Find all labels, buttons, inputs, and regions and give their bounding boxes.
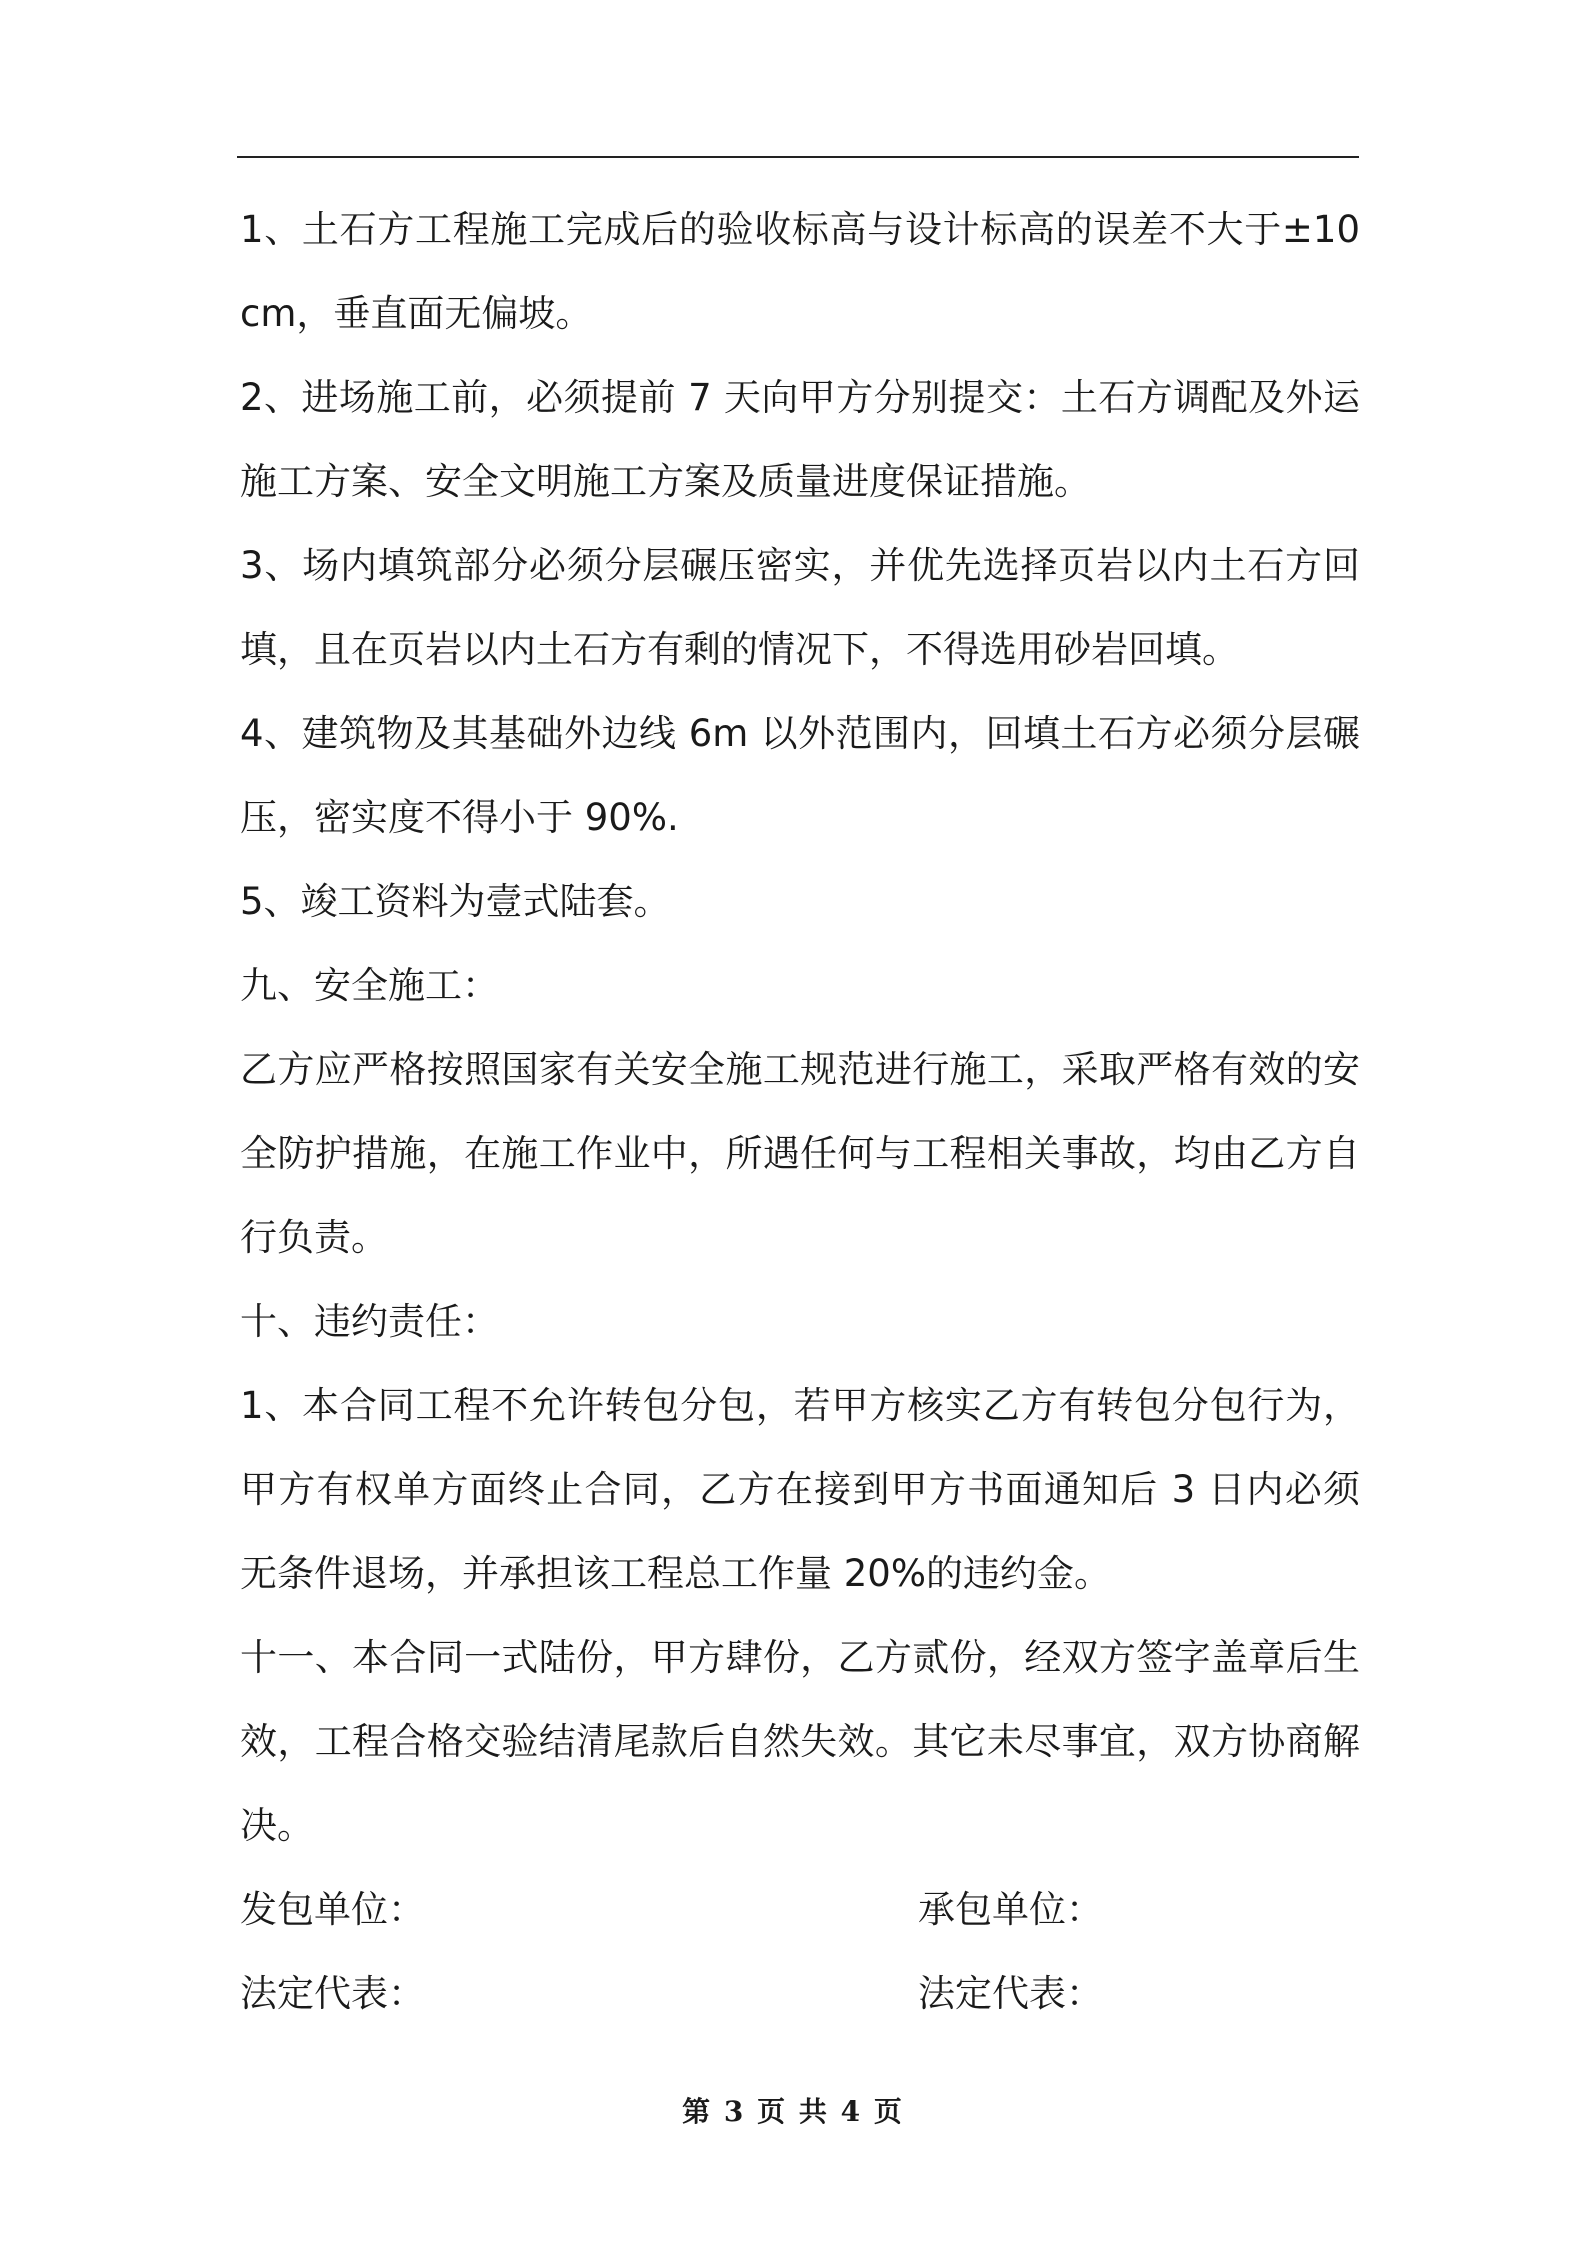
clause-1-elevation-tolerance: 1、土石方工程施工完成后的验收标高与设计标高的误差不大于±10cm，垂直面无偏坡。 xyxy=(240,208,1360,335)
employer-label: 发包单位： xyxy=(240,1888,425,1931)
section-9-heading: 九、安全施工： xyxy=(240,964,499,1007)
section-10-clause-1: 1、本合同工程不允许转包分包，若甲方核实乙方有转包分包行为，甲方有权单方面终止合同，乙方在接到甲方书面通知后 3 日内必须无条件退场，并承担该工程总工作量 20%的违约金。 xyxy=(240,1384,1360,1595)
document-body xyxy=(240,188,1360,2036)
clause-5-completion-documents: 5、竣工资料为壹式陆套。 xyxy=(240,880,671,923)
employer-rep-label: 法定代表： xyxy=(240,1972,425,2015)
contractor-rep-label: 法定代表： xyxy=(918,1972,1103,2015)
section-11-text: 十一、本合同一式陆份，甲方肆份，乙方贰份，经双方签字盖章后生效，工程合格交验结清尾款后自然失效。其它未尽事宜，双方协商解决。 xyxy=(240,1636,1360,1847)
contractor-label: 承包单位： xyxy=(918,1888,1103,1931)
signature-row-representatives xyxy=(240,1952,1360,2036)
clause-3-backfill-compaction: 3、场内填筑部分必须分层碾压密实，并优先选择页岩以内土石方回填，且在页岩以内土石方有剩的情况下，不得选用砂岩回填。 xyxy=(240,544,1360,671)
section-10-heading: 十、违约责任： xyxy=(240,1300,499,1343)
signature-row-units xyxy=(240,1868,1360,1952)
header-rule xyxy=(237,156,1359,158)
page-number-footer: 第 3 页 共 4 页 xyxy=(682,2095,904,2128)
clause-4-building-perimeter-backfill: 4、建筑物及其基础外边线 6m 以外范围内，回填土石方必须分层碾压，密实度不得小于 90%. xyxy=(240,712,1360,839)
section-9-safety-text: 乙方应严格按照国家有关安全施工规范进行施工，采取严格有效的安全防护措施，在施工作业中，所遇任何与工程相关事故，均由乙方自行负责。 xyxy=(240,1048,1360,1259)
clause-2-submission-before-entry: 2、进场施工前，必须提前 7 天向甲方分别提交：土石方调配及外运施工方案、安全文明施工方案及质量进度保证措施。 xyxy=(240,376,1360,503)
